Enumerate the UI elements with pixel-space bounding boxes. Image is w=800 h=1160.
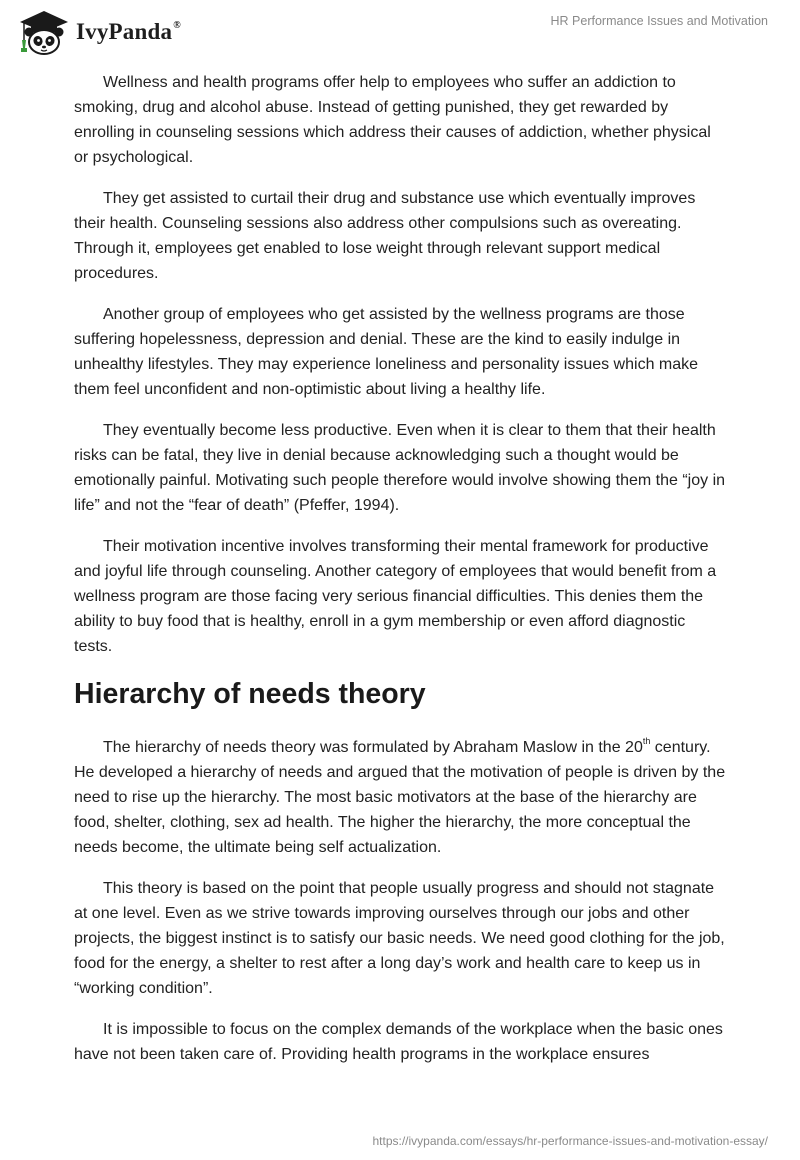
paragraph: It is impossible to focus on the complex demands of the workplace when the basic ones have not been taken care of. Providing health programs in the workplace ensures [74,1021,723,1063]
section-heading: Hierarchy of needs theory [74,678,426,710]
paragraph-text: The hierarchy of needs theory was formulated by Abraham Maslow in the 20 [103,739,643,756]
paragraph: They get assisted to curtail their drug and substance use which eventually improves their health. Counseling sessions also address other compulsions such as overeating. Through it, employees get enabled to lose weight through relevant support medical procedures. [74,190,696,282]
paragraph: Their motivation incentive involves transforming their mental framework for productive and joyful life through counseling. Another category of employees that would benefit from a wellness program are those facing very serious financial difficulties. This denies them the ability to buy food that is healthy, enroll in a gym membership or even afford diagnostic tests. [74,538,717,655]
page-header [0,0,800,64]
site-logo[interactable] [14,8,181,56]
essay-content [74,70,726,1083]
paragraph: Wellness and health programs offer help to employees who suffer an addiction to smoking, drug and alcohol abuse. Instead of getting punished, they get rewarded by enrolling in counseling sessions which address their causes of addiction, whether physical or psychological. [74,74,711,166]
logo-wordmark [76,19,181,45]
source-url[interactable]: https://ivypanda.com/essays/hr-performance-issues-and-motivation-essay/ [372,1134,768,1148]
paragraph-text: century. He developed a hierarchy of needs and argued that the motivation of people is driven by the need to rise up the hierarchy. The most basic motivators at the base of the hierarchy are food, shelter, clothing, sex ad health. The higher the hierarchy, the more conceptual the needs become, the ultimate being self actualization. [74,739,726,856]
paragraph: This theory is based on the point that people usually progress and should not stagnate at one level. Even as we strive towards improving ourselves through our jobs and other projects, the biggest instinct is to satisfy our basic needs. We need good clothing for the job, food for the energy, a shelter to rest after a long day’s work and health care to keep us in “working condition”. [74,880,725,997]
maslow-paragraph [74,735,726,860]
panda-graduate-icon [14,8,72,56]
paragraph: Another group of employees who get assisted by the wellness programs are those suffering hopelessness, depression and denial. These are the kind to easily indulge in unhealthy lifestyles. They may experience loneliness and personality issues which make them feel unconfident and non-optimistic about living a healthy life. [74,306,699,398]
paragraph: They eventually become less productive. Even when it is clear to them that their health risks can be fatal, they live in denial because acknowledging such a thought would be emotionally painful. Motivating such people therefore would involve showing them the “joy in life” and not the “fear of death” (Pfeffer, 1994). [74,422,726,514]
logo-name: IvyPanda [76,19,173,44]
registered-mark: ® [173,20,181,31]
document-title: HR Performance Issues and Motivation [550,14,768,28]
ordinal-superscript: th [642,736,651,746]
